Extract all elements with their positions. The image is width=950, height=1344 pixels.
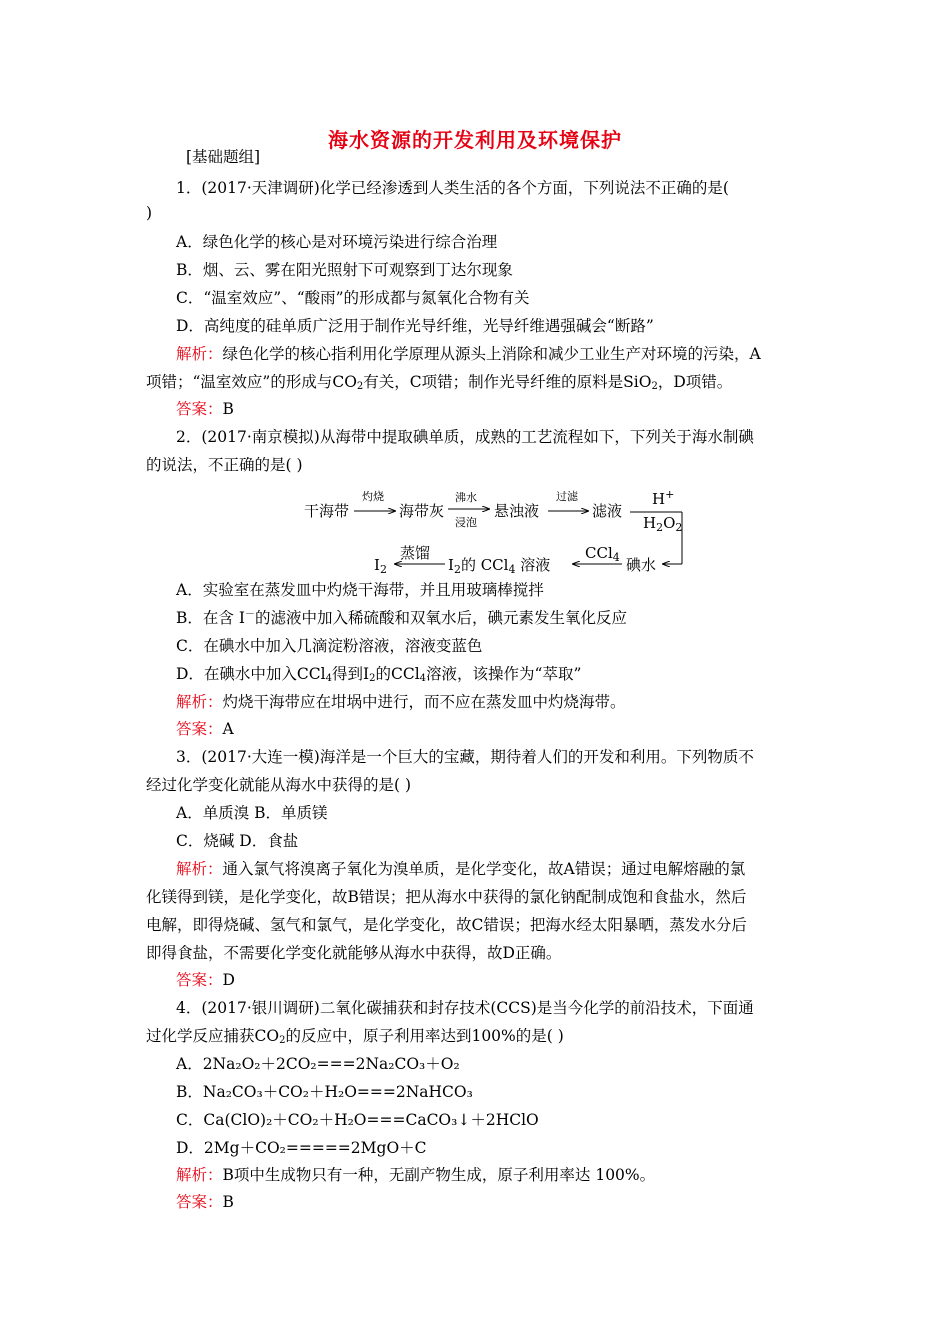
flow-step-filter: 过滤 [556,490,578,503]
q4-stem-cont [146,1026,564,1046]
q4-analysis-text: B项中生成物只有一种，无副产物生成，原子利用率达 100%。 [222,1166,656,1184]
flow-node-suspension: 悬浊液 [494,502,540,520]
analysis-label: 解析： [176,860,223,878]
q3-answer-value: D [222,971,235,989]
answer-label: 答案： [176,971,223,989]
q4-stem-part: 过化学反应捕获CO [146,1027,280,1045]
q1-analysis-part: ，D项错。 [657,373,733,391]
q2-analysis [176,692,626,712]
flow-step-distill: 蒸馏 [400,544,431,562]
q1-analysis-text: 绿色化学的核心指利用化学原理从源头上消除和减少工业生产对环境的污染，A [222,345,761,363]
subscript: 2 [369,673,376,684]
flow-step-ccl4: CCl$_4$ [585,544,620,564]
analysis-label: 解析： [176,1166,223,1184]
q2-option-d-part: 得到I [331,665,370,683]
flow-reagent-h2o2: $H_2O_2$ [643,514,683,534]
q3-stem-cont: 经过化学变化就能从海水中获得的是( ) [146,776,412,794]
q2-option-d [176,664,581,684]
flow-node-dry-kelp: 干海带 [304,502,350,520]
q2-option-c: C．在碘水中加入几滴淀粉溶液，溶液变蓝色 [176,637,483,655]
flow-step-soak: 浸泡 [455,516,477,529]
q2-analysis-text: 灼烧干海带应在坩埚中进行，而不应在蒸发皿中灼烧海带。 [222,693,626,711]
q3-analysis-cont: 电解，即得烧碱、氢气和氯气，是化学变化，故C错误；把海水经太阳暴晒，蒸发水分后 [146,916,747,934]
q3-answer [176,970,235,990]
subscript: 4 [325,673,332,684]
flow-node-i2-ccl4: $I_2$的 CCl$_4$ 溶液 [448,556,551,576]
q4-option-c: C．Ca(ClO)₂＋CO₂＋H₂O===CaCO₃↓＋2HClO [176,1111,539,1129]
q3-analysis-cont: 即得食盐，不需要化学变化就能够从海水中获得，故D正确。 [146,944,562,962]
q2-option-b [176,608,627,628]
group-label: [基础题组] [186,148,261,166]
answer-label: 答案： [176,400,223,418]
q3-analysis-text: 通入氯气将溴离子氧化为溴单质，是化学变化，故A错误；通过电解熔融的氯 [222,860,746,878]
answer-label: 答案： [176,720,223,738]
page-title: 海水资源的开发利用及环境保护 [328,128,622,152]
q3-stem: 3．(2017·大连一模)海洋是一个巨大的宝藏，期待着人们的开发和利用。下列物质不 [176,748,754,766]
q4-option-b: B．Na₂CO₃＋CO₂＋H₂O===2NaHCO₃ [176,1083,473,1101]
q3-options-ab: A．单质溴 B．单质镁 [176,804,328,822]
q2-option-d-part: 溶液，该操作为“萃取” [426,665,582,683]
subscript: 4 [419,673,427,684]
analysis-label: 解析： [176,693,223,711]
subscript: 2 [356,381,364,392]
flow-step-boil: 沸水 [455,491,477,504]
q1-option-d: D．高纯度的硅单质广泛用于制作光导纤维，光导纤维遇强碱会“断路” [176,317,654,335]
q2-option-b-part: B．在含 I [176,609,245,627]
q2-option-d-part: 的CCl [375,665,420,683]
q2-answer-value: A [222,720,234,738]
superscript: － [244,609,255,620]
q4-answer [176,1192,234,1212]
analysis-label: 解析： [176,345,223,363]
q1-option-a: A．绿色化学的核心是对环境污染进行综合治理 [176,233,498,251]
flow-node-i2: $I_2$ [374,556,387,576]
q1-option-b: B．烟、云、雾在阳光照射下可观察到丁达尔现象 [176,261,513,279]
q3-analysis-cont: 化镁得到镁，是化学变化，故B错误；把从海水中获得的氯化钠配制成饱和食盐水，然后 [146,888,747,906]
q4-option-d: D．2Mg＋CO₂=====2MgO＋C [176,1139,427,1157]
q1-stem: 1．(2017·天津调研)化学已经渗透到人类生活的各个方面，下列说法不正确的是( [176,179,729,197]
answer-label: 答案： [176,1193,223,1211]
flow-node-kelp-ash: 海带灰 [399,502,445,520]
q2-option-a: A．实验室在蒸发皿中灼烧干海带，并且用玻璃棒搅拌 [176,581,544,599]
subscript: 2 [279,1035,286,1046]
q2-answer [176,719,234,739]
flow-reagent-h: H+ [652,488,675,508]
q4-stem-part: 的反应中，原子利用率达到100%的是( ) [285,1027,564,1045]
q4-answer-value: B [222,1193,234,1211]
subscript: 2 [651,381,658,392]
flow-node-iodine-water: 碘水 [626,556,657,574]
flow-node-filtrate: 滤液 [592,502,623,520]
q2-stem-cont: 的说法，不正确的是( ) [146,456,303,474]
q1-analysis-part: 项错；“温室效应”的形成与CO [146,373,357,391]
q1-answer-value: B [222,400,234,418]
q2-option-d-part: D．在碘水中加入CCl [176,665,326,683]
q4-analysis [176,1165,655,1185]
q1-answer [176,399,234,419]
q3-analysis [176,859,745,879]
flow-step-burn: 灼烧 [362,490,384,503]
q1-analysis [176,344,761,364]
q1-stem-cont: ) [146,204,153,222]
q1-option-c: C．“温室效应”、“酸雨”的形成都与氮氧化合物有关 [176,289,530,307]
q1-analysis-part: 有关，C项错；制作光导纤维的原料是SiO [363,373,652,391]
q4-stem: 4．(2017·银川调研)二氧化碳捕获和封存技术(CCS)是当今化学的前沿技术，下面通 [176,999,754,1017]
q4-option-a: A．2Na₂O₂＋2CO₂===2Na₂CO₃＋O₂ [176,1055,460,1073]
process-flow-diagram [300,484,700,584]
q2-stem: 2．(2017·南京模拟)从海带中提取碘单质，成熟的工艺流程如下，下列关于海水制碘 [176,428,754,446]
q3-options-cd: C．烧碱 D．食盐 [176,832,299,850]
q2-option-b-part: 的滤液中加入稀硫酸和双氧水后，碘元素发生氧化反应 [254,609,627,627]
q1-analysis-cont [146,372,732,392]
